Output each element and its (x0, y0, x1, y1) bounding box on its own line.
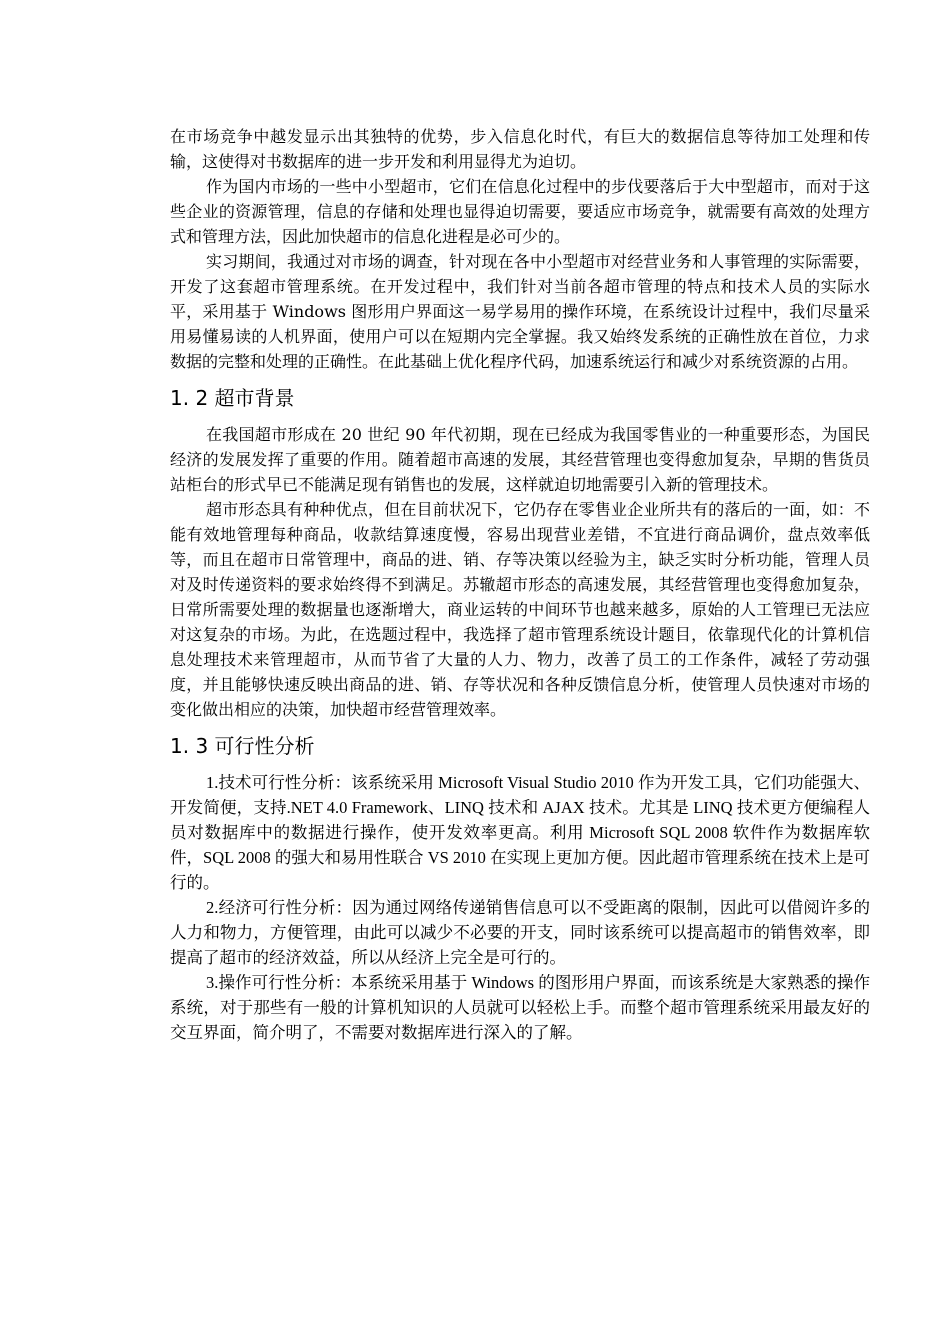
paragraph-small-supermarkets: 作为国内市场的一些中小型超市，它们在信息化过程中的步伐要落后于大中型超市，而对于这些企业的资源管理，信息的存储和处理也显得迫切需要，要适应市场竞争，就需要有高效的处理方式和管理方法，因此加快超市的信息化进程是必可少的。 (170, 177, 870, 246)
section-heading-background: 1. 2 超市背景 (170, 386, 295, 410)
paragraph-supermarket-history: 在我国超市形成在 20 世纪 90 年代初期，现在已经成为我国零售业的一种重要形态，为国民经济的发展发挥了重要的作用。随着超市高速的发展，其经营管理也变得愈加复杂，早期的售货员站柜台的形式早已不能满足现有销售也的发展，这样就迫切地需要引入新的管理技术。 (170, 425, 870, 494)
paragraph-intro-continuation: 在市场竞争中越发显示出其独特的优势，步入信息化时代，有巨大的数据信息等待加工处理和传输，这使得对书数据库的进一步开发和利用显得尤为迫切。 (170, 127, 870, 171)
paragraph-economic-feasibility: 2.经济可行性分析：因为通过网络传递销售信息可以不受距离的限制，因此可以借阅许多的人力和物力，方便管理，由此可以减少不必要的开支，同时该系统可以提高超市的销售效率，即提高了超市的经济效益，所以从经济上完全是可行的。 (170, 898, 870, 967)
paragraph-technical-feasibility: 1.技术可行性分析：该系统采用 Microsoft Visual Studio 2010 作为开发工具，它们功能强大、开发简便，支持.NET 4.0 Framework、LINQ 技术和 AJAX 技术。尤其是 LINQ 技术更方便编程人员对数据库中的数据进行操作，使开发效率更高。利用 Microsoft SQL 2008 软件作为数据库软件，SQL 2008 的强大和易用性联合 VS 2010 在实现上更加方便。因此超市管理系统在技术上是可行的。 (170, 773, 870, 892)
paragraph-supermarket-problems: 超市形态具有种种优点，但在目前状况下，它仍存在零售业企业所共有的落后的一面，如：不能有效地管理每种商品，收款结算速度慢，容易出现营业差错，不宜进行商品调价，盘点效率低等，而且在超市日常管理中，商品的进、销、存等决策以经验为主，缺乏实时分析功能，管理人员对及时传递资料的要求始终得不到满足。苏辙超市形态的高速发展，其经营管理也变得愈加复杂，日常所需要处理的数据量也逐渐增大，商业运转的中间环节也越来越多，原始的人工管理已无法应对这复杂的市场。为此，在选题过程中，我选择了超市管理系统设计题目，依靠现代化的计算机信息处理技术来管理超市，从而节省了大量的人力、物力，改善了员工的工作条件，减轻了劳动强度，并且能够快速反映出商品的进、销、存等状况和各种反馈信息分析，使管理人员快速对市场的变化做出相应的决策，加快超市经营管理效率。 (170, 500, 870, 719)
document-page (170, 124, 870, 1045)
paragraph-internship: 实习期间，我通过对市场的调查，针对现在各中小型超市对经营业务和人事管理的实际需要，开发了这套超市管理系统。在开发过程中，我们针对当前各超市管理的特点和技术人员的实际水平，采用基于 Windows 图形用户界面这一易学易用的操作环境，在系统设计过程中，我们尽量采用易懂易读的人机界面，使用户可以在短期内完全掌握。我又始终发系统的正确性放在首位，力求数据的完整和处理的正确性。在此基础上优化程序代码，加速系统运行和减少对系统资源的占用。 (170, 252, 870, 371)
paragraph-operational-feasibility: 3.操作可行性分析：本系统采用基于 Windows 的图形用户界面，而该系统是大家熟悉的操作系统，对于那些有一般的计算机知识的人员就可以轻松上手。而整个超市管理系统采用最友好的交互界面，简介明了，不需要对数据库进行深入的了解。 (170, 973, 870, 1042)
section-heading-feasibility: 1. 3 可行性分析 (170, 734, 315, 758)
